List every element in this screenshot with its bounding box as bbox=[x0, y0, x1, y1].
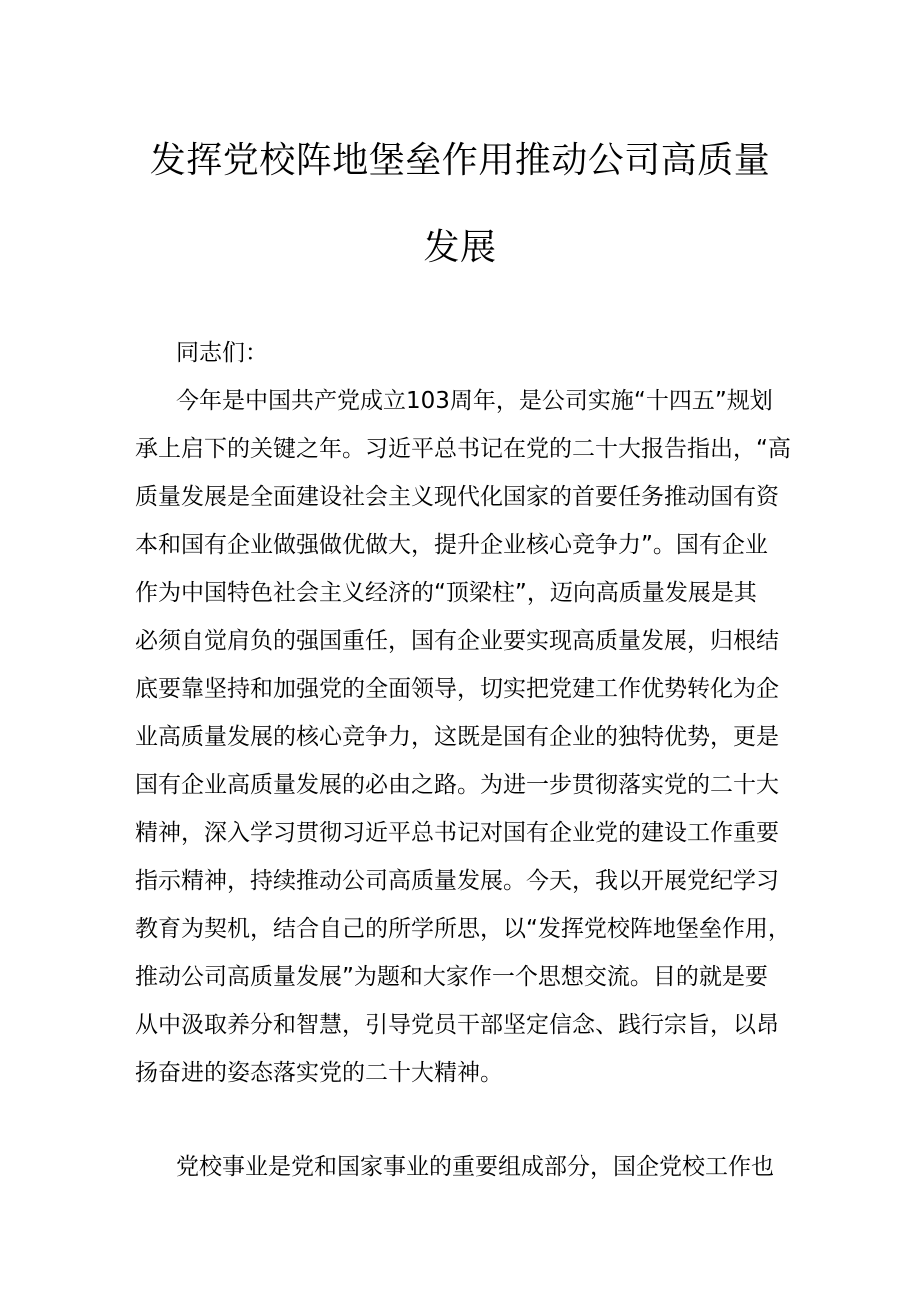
paragraph-1-line: 承上启下的关键之年。习近平总书记在党的二十大报告指出，“高 bbox=[135, 436, 791, 462]
paragraph-1-line: 教育为契机，结合自己的所学所思，以“发挥党校阵地堡垒作用， bbox=[135, 916, 791, 942]
paragraph-2-line: 党校事业是党和国家事业的重要组成部分，国企党校工作也 bbox=[176, 1154, 774, 1180]
paragraph-1-line: 精神，深入学习贯彻习近平总书记对国有企业党的建设工作重要 bbox=[135, 820, 779, 846]
paragraph-1-line: 指示精神，持续推动公司高质量发展。今天，我以开展党纪学习 bbox=[135, 868, 779, 894]
salutation: 同志们： bbox=[176, 340, 268, 366]
paragraph-1-line: 作为中国特色社会主义经济的“顶梁柱”，迈向高质量发展是其 bbox=[135, 580, 757, 606]
document-title-line-1: 发挥党校阵地堡垒作用推动公司高质量 bbox=[149, 140, 771, 181]
paragraph-1-line: 国有企业高质量发展的必由之路。为进一步贯彻落实党的二十大 bbox=[135, 772, 779, 798]
paragraph-1-line: 今年是中国共产党成立103周年，是公司实施“十四五”规划 bbox=[176, 388, 773, 414]
paragraph-1-line: 业高质量发展的核心竞争力，这既是国有企业的独特优势，更是 bbox=[135, 724, 779, 750]
paragraph-1-line: 底要靠坚持和加强党的全面领导，切实把党建工作优势转化为企 bbox=[135, 676, 779, 702]
paragraph-1-line: 从中汲取养分和智慧，引导党员干部坚定信念、践行宗旨，以昂 bbox=[135, 1012, 779, 1038]
paragraph-1-line: 本和国有企业做强做优做大，提升企业核心竞争力”。国有企业 bbox=[135, 532, 768, 558]
document-title-line-2: 发展 bbox=[423, 227, 497, 268]
paragraph-1-line: 质量发展是全面建设社会主义现代化国家的首要任务推动国有资 bbox=[135, 484, 779, 510]
paragraph-1-line: 推动公司高质量发展”为题和大家作一个思想交流。目的就是要 bbox=[135, 964, 768, 990]
paragraph-1-line: 必须自觉肩负的强国重任，国有企业要实现高质量发展，归根结 bbox=[135, 628, 779, 654]
paragraph-1-line: 扬奋进的姿态落实党的二十大精神。 bbox=[135, 1060, 503, 1086]
